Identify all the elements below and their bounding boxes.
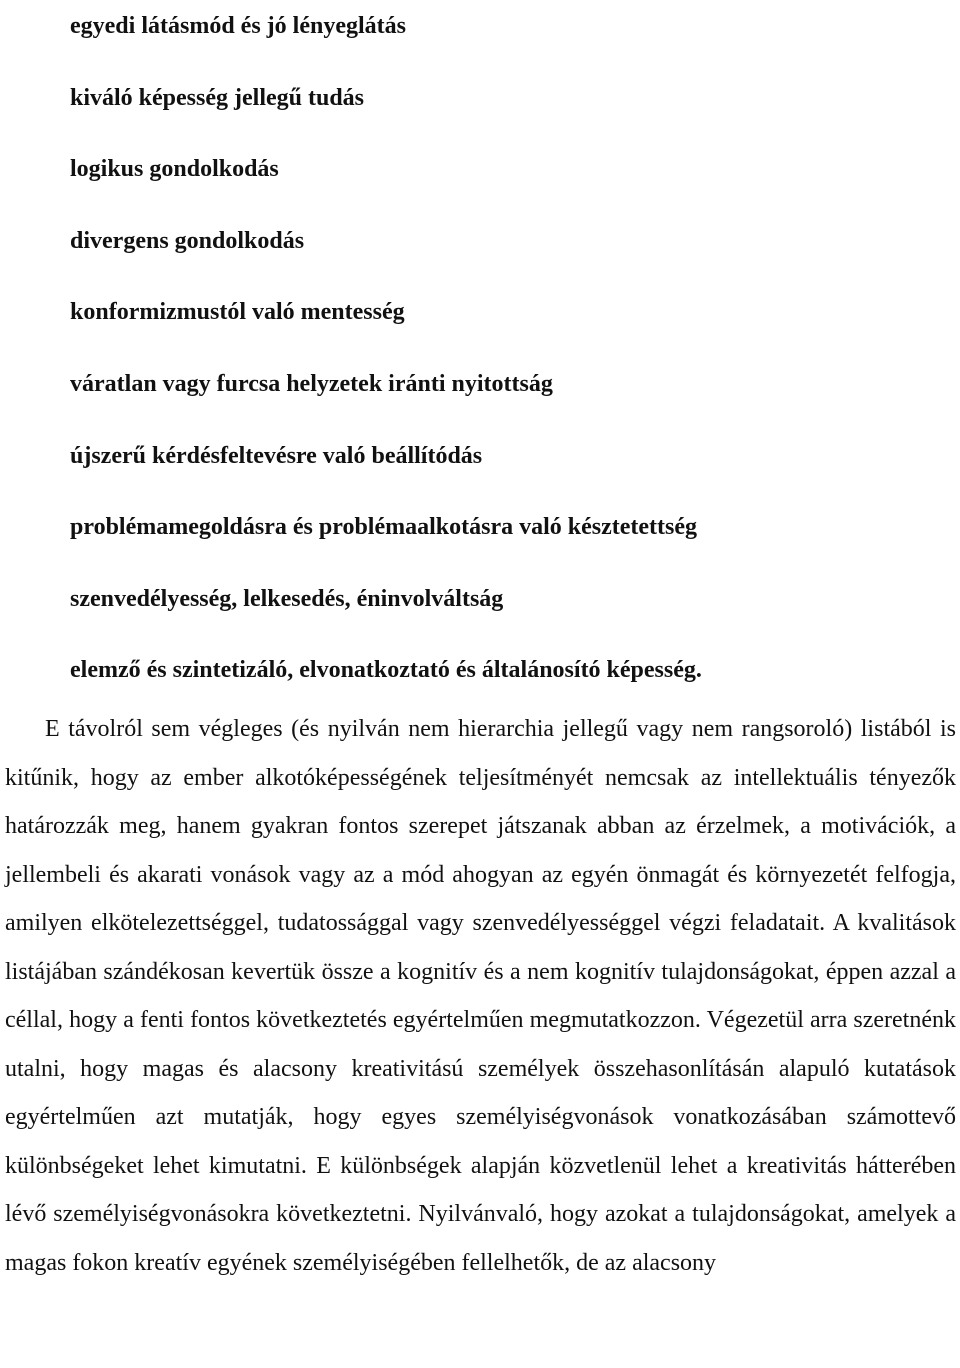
- list-item: szenvedélyesség, lelkesedés, éninvolváltság: [70, 585, 504, 612]
- list-item: problémamegoldásra és problémaalkotásra való késztetettség: [70, 514, 698, 541]
- qualities-list: [70, 0, 702, 707]
- list-item: újszerű kérdésfeltevésre való beállítódás: [70, 442, 483, 469]
- list-item: egyedi látásmód és jó lényeglátás: [70, 13, 406, 39]
- list-item: váratlan vagy furcsa helyzetek iránti nyitottság: [70, 370, 553, 397]
- list-item: logikus gondolkodás: [70, 156, 279, 183]
- list-item: konformizmustól való mentesség: [70, 299, 405, 326]
- body-paragraph: E távolról sem végleges (és nyilván nem hierarchia jellegű vagy nem rangsoroló) listából is kitűnik, hogy az ember alkotóképességének teljesítményét nemcsak az intellektuális tényezők határozzák meg, hanem gyakran fontos szerepet játszanak abban az érzelmek, a motivációk, a jellembeli és akarati vonások vagy az a mód ahogyan az egyén önmagát és környezetét felfogja, amilyen elkötelezettséggel, tudatossággal vagy szenvedélyességgel végzi feladatait. A kvalitások listájában szándékosan kevertük össze a kognitív és a nem kognitív tulajdonságokat, éppen azzal a céllal, hogy a fenti fontos következtetés egyértelműen megmutatkozzon. Végezetül arra szeretnénk utalni, hogy magas és alacsony kreativitású személyek összehasonlításán alapuló kutatások egyértelműen azt mutatják, hogy egyes személyiségvonások vonatkozásában számottevő különbségeket lehet kimutatni. E különbségek alapján közvetlenül lehet a kreativitás hátterében lévő személyiségvonásokra következtetni. Nyilvánvaló, hogy azokat a tulajdonságokat, amelyek a magas fokon kreatív egyének személyiségében fellelhetők, de az alacsony: [5, 716, 956, 1276]
- list-item: kiváló képesség jellegű tudás: [70, 84, 365, 111]
- list-item: divergens gondolkodás: [70, 227, 305, 254]
- list-item: elemző és szintetizáló, elvonatkoztató és általánosító képesség.: [70, 657, 702, 684]
